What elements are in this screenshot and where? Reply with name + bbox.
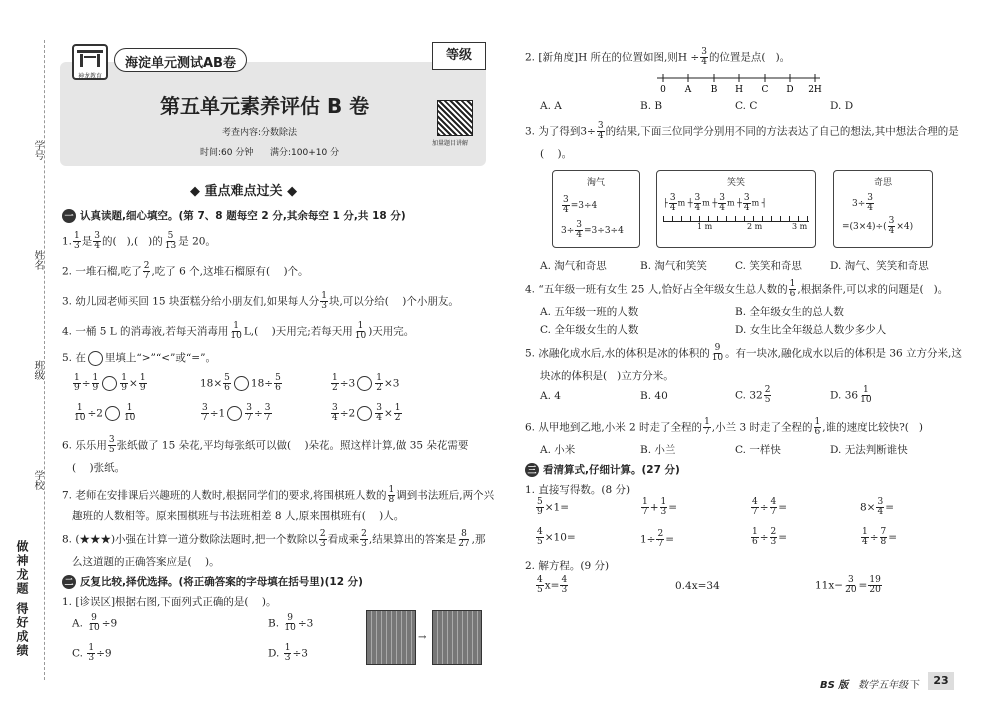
calc-2: $\frac{1}{7}$ + $\frac{1}{3}$ = <box>642 497 678 517</box>
calc-6: 1÷ $\frac{2}{7}$ = <box>640 529 675 549</box>
q2-5-opt-c[interactable]: C. 32 $\frac{2}{5}$ <box>735 385 771 405</box>
box-qisi <box>833 170 933 248</box>
score-label: 满分:100+10 分 <box>270 148 340 158</box>
calc-5: $\frac{4}{5}$ ×10= <box>537 527 576 547</box>
q2-6-opt-c[interactable]: C. 一样快 <box>735 444 781 456</box>
section-title-text: 重点难点过关 <box>204 184 283 199</box>
t: 7. 老师在安排课后兴趣班的人数时,根据同学们的要求,将围棋班人数的 <box>62 489 387 502</box>
t: )天用完;若每天用 <box>271 325 353 338</box>
t: 8. (★★★)小强在计算一道分数除法题时,把一个数除以 <box>62 533 318 546</box>
t: 4. “五年级一班有女生 25 人,恰好占全年级女生总人数的 <box>525 283 788 296</box>
q2-3-opt-c[interactable]: C. 笑笑和奇思 <box>735 260 802 272</box>
unit-m: m <box>751 198 760 208</box>
q1-1: 1. $\frac{1}{3}$ 是 $\frac{3}{4}$ 的( ),( )的 $\frac{5}{13}$ 是 20。 <box>62 231 216 251</box>
t: ,谁的速度比较快?( <box>822 421 909 434</box>
box-xiaoxiao <box>656 170 816 248</box>
t: )。 <box>557 148 573 160</box>
t: 里填上“>”“<”或“=”。 <box>104 352 216 364</box>
q2-5b <box>540 368 674 383</box>
t: 张纸做了 15 朵花,平均每张纸可以做( <box>116 439 292 452</box>
t: D. <box>268 647 280 660</box>
taoqi-eq2: 3÷ $\frac{3}{4}$ =3÷3÷4 <box>561 220 624 240</box>
opt-d[interactable]: D. $\frac{1}{3}$ ÷3 <box>268 643 308 663</box>
slogan: 做神龙题 得好成绩 <box>15 540 29 659</box>
cmp-3: $\frac{1}{2}$ ÷3 $\frac{1}{2}$ ×3 <box>332 373 400 393</box>
sec3-header <box>525 462 680 477</box>
sec3-title: 看清算式,仔细计算。(27 分) <box>543 464 680 476</box>
q2-6-opt-b[interactable]: B. 小兰 <box>640 444 676 456</box>
box-xiaoxiao-title: 笑笑 <box>726 178 745 188</box>
t: 3. 为了得到 <box>525 125 581 138</box>
sec1-header <box>62 208 406 223</box>
tick-0: 0 <box>660 85 666 94</box>
blank-circle[interactable] <box>234 376 249 391</box>
sec3-p2: 2. 解方程。(9 分) <box>525 560 610 572</box>
blank-circle[interactable] <box>88 351 103 366</box>
ruler-labels <box>657 222 815 232</box>
t: 趣班的人数相等。原来围棋班与书法班相差 8 人,原来围棋班有( <box>72 510 366 522</box>
t: )个小朋友。 <box>402 295 459 308</box>
t: H 所在的位置如图,则 <box>578 51 678 64</box>
q2-5: 5. 冰融化成水后,水的体积是冰的体积的 $\frac{9}{10}$ 。有一块冰,融化成水以后的体积是 36 立方分米,这 <box>525 343 962 363</box>
name-label: 姓名 <box>32 250 43 270</box>
calc-4: 8× $\frac{3}{4}$ = <box>860 497 895 517</box>
calc-7: $\frac{1}{6}$ ÷ $\frac{2}{3}$ = <box>752 527 788 547</box>
box-taoqi-title: 淘气 <box>586 178 605 188</box>
t: 6. 乐乐用 <box>62 439 107 452</box>
eq-3: 11x− $\frac{3}{20}$ = $\frac{19}{20}$ <box>815 575 881 595</box>
q2-4-opt-b[interactable]: B. 全年级女生的总人数 <box>735 306 844 318</box>
calc-1: $\frac{5}{9}$ ×1= <box>537 497 570 517</box>
tick-d: D <box>786 85 794 94</box>
t: A. <box>72 617 83 630</box>
q2-2-opt-c[interactable]: C. C <box>735 100 758 112</box>
q2-3: 3. 为了得到3÷ $\frac{3}{4}$ 的结果,下面三位同学分别用不同的方法表达了自己的想法,其中想法合理的是 <box>525 121 959 141</box>
t: 1. [诊误区]根据右图,下面列式正确的是( <box>62 596 249 608</box>
q2-2-opt-a[interactable]: A. A <box>540 100 562 112</box>
t: 2. [新角度] <box>525 51 579 64</box>
box-taoqi <box>552 170 640 248</box>
t: 是 20。 <box>178 235 216 248</box>
eq-1: $\frac{4}{5}$ x= $\frac{4}{3}$ <box>537 575 568 595</box>
t: 5. 在 <box>62 352 86 364</box>
q2-2-opt-b[interactable]: B. B <box>640 100 663 112</box>
q2-3-opt-d[interactable]: D. 淘气、笑笑和奇思 <box>830 260 929 272</box>
q2-5-opt-a[interactable]: A. 4 <box>540 390 561 402</box>
arrow-icon: → <box>418 632 427 643</box>
q2-6-opt-d[interactable]: D. 无法判断谁快 <box>830 444 908 456</box>
q2-3-opt-b[interactable]: B. 淘气和笑笑 <box>640 260 707 272</box>
tick-b: B <box>710 85 718 94</box>
qisi-eq2: =(3×4)÷( $\frac{3}{4}$ ×4) <box>842 216 914 236</box>
page-title: 第五单元素养评估 B 卷 <box>160 94 370 118</box>
fig-after <box>432 610 482 665</box>
sec2-header <box>62 574 363 589</box>
blank-circle[interactable] <box>105 406 120 421</box>
opt-b[interactable]: B. $\frac{9}{10}$ ÷3 <box>268 613 314 633</box>
t: 2. 一堆石榴,吃了 <box>62 265 142 278</box>
brand-logo <box>72 44 108 80</box>
q2-2: 2. [新角度]H 所在的位置如图,则H ÷ $\frac{3}{4}$ 的位置是点( )。 <box>525 47 791 67</box>
t: )。 <box>204 556 220 568</box>
q1-5 <box>62 350 216 366</box>
fig-before <box>366 610 416 665</box>
q2-2-opt-d[interactable]: D. D <box>830 100 854 112</box>
t: ,那 <box>471 533 486 546</box>
t: )人。 <box>379 510 405 522</box>
q1-6b <box>72 460 125 475</box>
t: B. <box>268 617 280 630</box>
sec1-num: 一 <box>62 209 76 223</box>
t: 1. <box>62 235 73 248</box>
box-qisi-title: 奇思 <box>873 178 892 188</box>
opt-a[interactable]: A. $\frac{9}{10}$ ÷9 <box>72 613 118 633</box>
t: H ÷ <box>677 51 700 64</box>
t: 的( <box>102 235 117 248</box>
q1-2: 2. 一堆石榴,吃了 $\frac{2}{7}$ ,吃了 6 个,这堆石榴原有( )个。 <box>62 261 309 281</box>
time-label: 时间:60 分钟 <box>200 148 254 158</box>
t: )张纸。 <box>89 462 126 474</box>
q2-1 <box>62 594 276 609</box>
eq-2: 0.4x=34 <box>675 580 720 592</box>
t: D. 36 <box>830 389 859 402</box>
blank-circle[interactable] <box>102 376 117 391</box>
t: 2 m <box>747 222 763 231</box>
sec2-title: 反复比较,择优选择。(将正确答案的字母填在括号里)(12 分) <box>80 576 363 588</box>
t: 看成乘 <box>327 533 360 546</box>
t: )。 <box>775 51 791 64</box>
qisi-eq1: 3÷ $\frac{3}{4}$ <box>852 193 874 213</box>
footer-edition: BS 版 <box>820 680 849 691</box>
number-line <box>655 72 825 94</box>
t: 3. 幼儿园老师买回 15 块蛋糕分给小朋友们,如果每人分 <box>62 295 320 308</box>
school-label: 学校 <box>32 470 43 490</box>
t: )天用完。 <box>368 325 415 338</box>
t: ( <box>540 148 545 160</box>
cmp-2: 18× $\frac{5}{6}$ 18÷ $\frac{5}{6}$ <box>200 373 281 393</box>
tick-h: H <box>735 85 743 94</box>
t: ,小兰 3 时走了全程的 <box>711 421 813 434</box>
t: )个。 <box>283 265 309 278</box>
q1-3: 3. 幼儿园老师买回 15 块蛋糕分给小朋友们,如果每人分 $\frac{1}{3}$ 块,可以分给( )个小朋友。 <box>62 291 459 311</box>
t: 。有一块冰,融化成水以后的体积是 36 立方分米,这 <box>725 347 962 360</box>
logo-caption: 神龙教育 <box>77 73 102 80</box>
t: 块冰的体积是( <box>540 370 608 382</box>
qr-caption: 加量题目讲解 <box>432 140 469 147</box>
xiaoxiao-seg: ├ $\frac{3}{4}$ m ┼ $\frac{3}{4}$ m ┼ $\frac{3}{4}$ m ┼ $\frac{3}{4}$ m ┤ <box>663 193 767 213</box>
t: )朵花。照这样计算,做 35 朵花需要 <box>304 439 469 452</box>
t: )立方分米。 <box>617 370 674 382</box>
q2-3b <box>540 146 572 161</box>
q2-4-opt-a[interactable]: A. 五年级一班的人数 <box>540 306 639 318</box>
cmp-6: $\frac{3}{4}$ ÷2 $\frac{3}{4}$ × $\frac{1}{2}$ <box>332 403 401 423</box>
brand-name: 海淀单元测试AB卷 <box>114 48 247 72</box>
tick-2h: 2H <box>808 85 822 94</box>
content-label: 考查内容:分数除法 <box>222 128 298 138</box>
t: ( <box>72 462 77 474</box>
t: ) <box>918 421 923 434</box>
section-title: ◆ 重点难点过关 ◆ <box>190 184 298 199</box>
calc-8: $\frac{1}{4}$ ÷ $\frac{7}{8}$ = <box>862 527 898 547</box>
q2-5-opt-d[interactable]: D. 36 $\frac{1}{10}$ <box>830 385 872 405</box>
t: 是 <box>81 235 93 248</box>
q1-7: 7. 老师在安排课后兴趣班的人数时,根据同学们的要求,将围棋班人数的 $\frac{1}{8}$ 调到书法班后,两个兴 <box>62 485 495 505</box>
t: 1 m <box>697 222 713 231</box>
t: 调到书法班后,两个兴 <box>396 489 495 502</box>
q2-6: 6. 从甲地到乙地,小米 2 时走了全程的 $\frac{1}{7}$ ,小兰 3 时走了全程的 $\frac{1}{6}$ ,谁的速度比较快?( ) <box>525 417 923 437</box>
student-number-label: 学号 <box>32 140 43 160</box>
t: 6. 从甲地到乙地,小米 2 时走了全程的 <box>525 421 703 434</box>
cmp-1: $\frac{1}{9}$ ÷ $\frac{1}{9}$ $\frac{1}{9}$ × $\frac{1}{9}$ <box>74 373 146 393</box>
t: 块,可以分给( <box>328 295 389 308</box>
qr-code[interactable] <box>437 100 473 136</box>
q1-8b <box>72 554 220 569</box>
tick-c: C <box>761 85 769 94</box>
taoqi-eq1: $\frac{3}{4}$ =3÷4 <box>563 195 598 215</box>
opt-c[interactable]: C. $\frac{1}{3}$ ÷9 <box>72 643 112 663</box>
sec1-title: 认真读题,细心填空。(第 7、8 题每空 2 分,其余每空 1 分,共 18 分) <box>80 210 406 222</box>
q1-7b <box>72 508 404 523</box>
footer-term: 下 <box>910 680 920 691</box>
q1-6: 6. 乐乐用 $\frac{3}{5}$ 张纸做了 15 朵花,平均每张纸可以做( )朵花。照这样计算,做 35 朵花需要 <box>62 435 469 455</box>
q2-6-opt-a[interactable]: A. 小米 <box>540 444 576 456</box>
t: C. <box>72 647 83 660</box>
t: )。 <box>933 283 949 296</box>
q2-3-opt-a[interactable]: A. 淘气和奇思 <box>540 260 607 272</box>
footer-subject: 数学五年级 <box>858 680 908 691</box>
page-number: 23 <box>928 672 954 690</box>
cmp-5: $\frac{3}{7}$ ÷1 $\frac{3}{7}$ ÷ $\frac{3}{7}$ <box>202 403 271 423</box>
calc-3: $\frac{4}{7}$ ÷ $\frac{4}{7}$ = <box>752 497 788 517</box>
sec3-p1: 1. 直接写得数。(8 分) <box>525 484 631 496</box>
t: 么这道题的正确答案应是( <box>72 556 192 568</box>
blank-circle[interactable] <box>357 376 372 391</box>
sec3-num: 三 <box>525 463 539 477</box>
q2-4-opt-d[interactable]: D. 女生比全年级总人数少多少人 <box>735 324 887 336</box>
q1-8: 8. (★★★)小强在计算一道分数除法题时,把一个数除以 $\frac{2}{3}$ 看成乘 $\frac{2}{3}$ ,结果算出的答案是 $\frac{8}{27}$ ,那 <box>62 529 486 549</box>
t: ),( <box>126 235 139 248</box>
q2-5-opt-b[interactable]: B. 40 <box>640 390 668 402</box>
tick-a: A <box>684 85 692 94</box>
t: 3 m <box>792 222 808 231</box>
t: C. 32 <box>735 389 763 402</box>
class-label: 班级 <box>32 360 43 380</box>
q2-4-opt-c[interactable]: C. 全年级女生的人数 <box>540 324 639 336</box>
t: ,结果算出的答案是 <box>368 533 457 546</box>
t: 的位置是点( <box>708 51 766 64</box>
grade-box: 等级 <box>432 42 486 70</box>
t: )的 <box>148 235 163 248</box>
blank-circle[interactable] <box>227 406 242 421</box>
q2-4: 4. “五年级一班有女生 25 人,恰好占全年级女生总人数的 $\frac{1}{6}$ ,根据条件,可以求的问题是( )。 <box>525 279 949 299</box>
t: ,根据条件,可以求的问题是( <box>797 283 924 296</box>
q1-4: 4. 一桶 5 L 的消毒液,若每天消毒用 $\frac{1}{10}$ L,( )天用完;若每天用 $\frac{1}{10}$ )天用完。 <box>62 321 415 341</box>
t: 的结果,下面三位同学分别用不同的方法表达了自己的想法,其中想法合理的是 <box>605 125 959 138</box>
t: ,吃了 6 个,这堆石榴原有( <box>151 265 271 278</box>
t: L,( <box>243 325 259 338</box>
t: )。 <box>261 596 277 608</box>
t: 4. 一桶 5 L 的消毒液,若每天消毒用 <box>62 325 229 338</box>
sec2-num: 二 <box>62 575 76 589</box>
cmp-4: $\frac{1}{10}$ ÷2 $\frac{1}{10}$ <box>74 403 136 423</box>
gate-icon <box>74 46 106 68</box>
blank-circle[interactable] <box>357 406 372 421</box>
t: 5. 冰融化成水后,水的体积是冰的体积的 <box>525 347 710 360</box>
